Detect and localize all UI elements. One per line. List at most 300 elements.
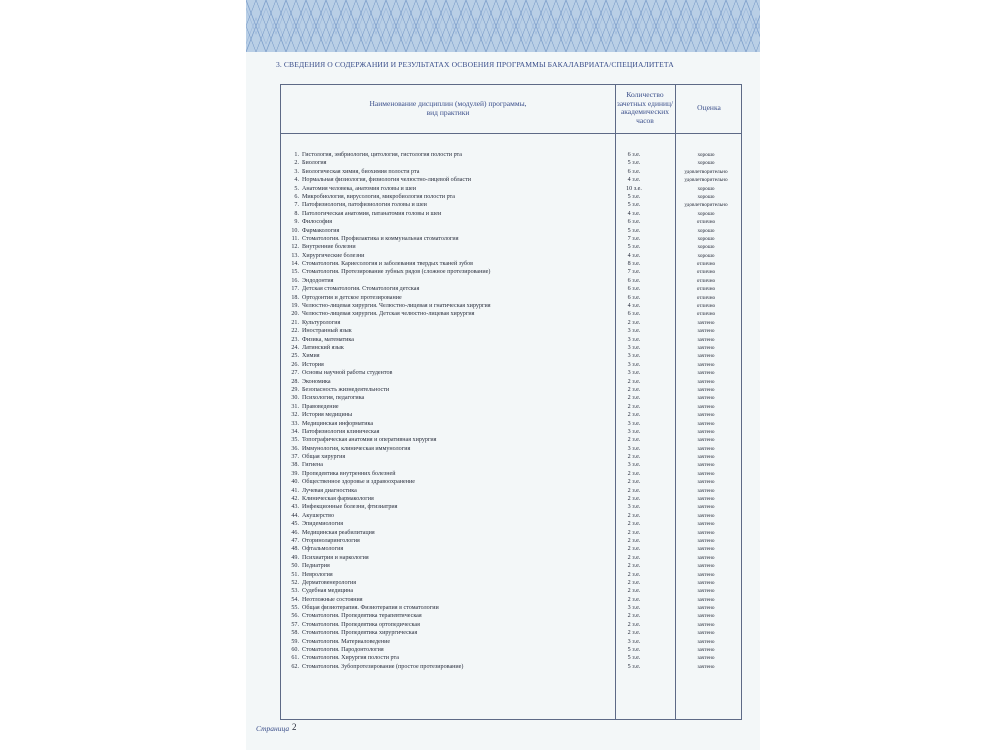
table-row bbox=[285, 495, 741, 503]
table-row bbox=[285, 218, 741, 226]
grade-value: зачтено bbox=[697, 630, 715, 637]
credit-units: 3 з.е. bbox=[627, 638, 641, 645]
row-number: 19. bbox=[291, 303, 299, 310]
grade-value: отлично bbox=[696, 303, 716, 310]
discipline-name: Судебная медицина bbox=[302, 588, 354, 595]
grade-value: зачтено bbox=[697, 655, 715, 662]
row-number: 47. bbox=[291, 537, 299, 544]
credit-units: 2 з.е. bbox=[627, 579, 641, 586]
discipline-name: Медицинская реабилитация bbox=[302, 529, 375, 536]
credit-units: 2 з.е. bbox=[627, 412, 641, 419]
header-grade-label: Оценка bbox=[697, 103, 721, 112]
grade-value: зачтено bbox=[697, 588, 715, 595]
credit-units: 5 з.е. bbox=[627, 244, 641, 251]
header-discipline-line: вид практики bbox=[426, 108, 470, 117]
discipline-name: История медицины bbox=[302, 412, 353, 419]
table-row bbox=[285, 428, 741, 436]
row-number: 3. bbox=[294, 168, 299, 175]
header-credits-line: Количество bbox=[626, 90, 664, 99]
credit-units: 5 з.е. bbox=[627, 160, 641, 167]
row-number: 40. bbox=[291, 479, 299, 486]
table-row bbox=[285, 361, 741, 369]
credit-units: 2 з.е. bbox=[627, 554, 641, 561]
grade-value: хорошо bbox=[697, 252, 715, 259]
credit-units: 3 з.е. bbox=[627, 344, 641, 351]
grade-value: зачтено bbox=[697, 647, 715, 654]
page-number: 2 bbox=[292, 722, 297, 732]
credit-units: 6 з.е. bbox=[627, 311, 641, 318]
discipline-name: Иностранный язык bbox=[302, 328, 352, 335]
table-row bbox=[285, 654, 741, 662]
credit-units: 2 з.е. bbox=[627, 454, 641, 461]
table-row bbox=[285, 470, 741, 478]
row-number: 53. bbox=[291, 588, 299, 595]
row-number: 45. bbox=[291, 521, 299, 528]
credit-units: 3 з.е. bbox=[627, 428, 641, 435]
table-row bbox=[285, 285, 741, 293]
row-number: 55. bbox=[291, 605, 299, 612]
discipline-name: Философия bbox=[302, 219, 333, 226]
row-number: 56. bbox=[291, 613, 299, 620]
credit-units: 3 з.е. bbox=[627, 336, 641, 343]
discipline-name: Физика, математика bbox=[302, 336, 354, 343]
table-row bbox=[285, 369, 741, 377]
discipline-name: Дерматовенерология bbox=[302, 579, 357, 586]
grade-value: удовлетворительно bbox=[684, 177, 728, 184]
row-number: 62. bbox=[291, 663, 299, 670]
grade-value: удовлетворительно bbox=[684, 168, 728, 175]
table-row bbox=[285, 310, 741, 318]
grade-value: зачтено bbox=[697, 361, 715, 368]
credit-units: 2 з.е. bbox=[627, 319, 641, 326]
grade-value: хорошо bbox=[697, 235, 715, 242]
row-number: 21. bbox=[291, 319, 299, 326]
discipline-name: Психиатрия и наркология bbox=[302, 554, 369, 561]
row-number: 9. bbox=[294, 219, 299, 226]
table-row bbox=[285, 151, 741, 159]
credit-units: 2 з.е. bbox=[627, 621, 641, 628]
grade-value: хорошо bbox=[697, 244, 715, 251]
results-table bbox=[280, 84, 742, 720]
credit-units: 5 з.е. bbox=[627, 202, 641, 209]
table-row bbox=[285, 327, 741, 335]
discipline-name: Экономика bbox=[302, 378, 331, 385]
credit-units: 4 з.е. bbox=[627, 210, 641, 217]
grade-value: зачтено bbox=[697, 621, 715, 628]
row-number: 46. bbox=[291, 529, 299, 536]
table-row bbox=[285, 243, 741, 251]
row-number: 20. bbox=[291, 311, 299, 318]
grade-value: зачтено bbox=[697, 605, 715, 612]
table-row bbox=[285, 201, 741, 209]
grade-value: зачтено bbox=[697, 521, 715, 528]
document-page bbox=[246, 0, 760, 750]
discipline-name: Внутренние болезни bbox=[302, 244, 356, 251]
row-number: 2. bbox=[294, 160, 299, 167]
discipline-name: Стоматология. Пропедевтика терапевтическая bbox=[302, 613, 422, 620]
table-row bbox=[285, 378, 741, 386]
grade-value: отлично bbox=[696, 311, 716, 318]
row-number: 12. bbox=[291, 244, 299, 251]
grade-value: зачтено bbox=[697, 344, 715, 351]
credit-units: 8 з.е. bbox=[627, 261, 641, 268]
table-row bbox=[285, 277, 741, 285]
discipline-name: Патологическая анатомия, патанатомия головы и шеи bbox=[302, 210, 442, 217]
grade-value: зачтено bbox=[697, 529, 715, 536]
table-row bbox=[285, 663, 741, 671]
row-number: 49. bbox=[291, 554, 299, 561]
table-row bbox=[285, 403, 741, 411]
credit-units: 2 з.е. bbox=[627, 487, 641, 494]
discipline-name: Топографическая анатомия и оперативная хирургия bbox=[302, 437, 437, 444]
row-number: 51. bbox=[291, 571, 299, 578]
table-row bbox=[285, 185, 741, 193]
credit-units: 2 з.е. bbox=[627, 529, 641, 536]
header-divider bbox=[281, 133, 741, 134]
table-row bbox=[285, 646, 741, 654]
credit-units: 6 з.е. bbox=[627, 277, 641, 284]
discipline-name: Инфекционные болезни, фтизиатрия bbox=[302, 504, 398, 511]
discipline-name: Культурология bbox=[302, 319, 341, 326]
row-number: 60. bbox=[291, 647, 299, 654]
row-number: 13. bbox=[291, 252, 299, 259]
discipline-name: Гистология, эмбриология, цитология, гистология полости рта bbox=[302, 152, 462, 158]
grade-value: зачтено bbox=[697, 454, 715, 461]
table-row bbox=[285, 512, 741, 520]
credit-units: 3 з.е. bbox=[627, 370, 641, 377]
grade-value: зачтено bbox=[697, 378, 715, 385]
row-number: 39. bbox=[291, 470, 299, 477]
credit-units: 2 з.е. bbox=[627, 571, 641, 578]
grade-value: зачтено bbox=[697, 479, 715, 486]
table-row bbox=[285, 420, 741, 428]
credit-units: 6 з.е. bbox=[627, 168, 641, 175]
grade-value: зачтено bbox=[697, 512, 715, 519]
discipline-name: Стоматология. Протезирование зубных рядов (сложное протезирование) bbox=[302, 269, 491, 276]
row-number: 15. bbox=[291, 269, 299, 276]
grade-value: зачтено bbox=[697, 579, 715, 586]
grade-value: хорошо bbox=[697, 152, 715, 158]
credit-units: 3 з.е. bbox=[627, 353, 641, 360]
discipline-name: Биологическая химия, биохимия полости рта bbox=[302, 168, 420, 175]
credit-units: 2 з.е. bbox=[627, 521, 641, 528]
grade-value: отлично bbox=[696, 269, 716, 276]
grade-value: зачтено bbox=[697, 571, 715, 578]
credit-units: 2 з.е. bbox=[627, 403, 641, 410]
row-number: 61. bbox=[291, 655, 299, 662]
credit-units: 2 з.е. bbox=[627, 563, 641, 570]
discipline-name: Лучевая диагностика bbox=[302, 487, 357, 494]
table-row bbox=[285, 579, 741, 587]
row-number: 4. bbox=[294, 177, 299, 184]
credit-units: 5 з.е. bbox=[627, 227, 641, 234]
table-body bbox=[285, 151, 741, 671]
discipline-name: Клиническая фармакология bbox=[302, 496, 374, 503]
grade-value: зачтено bbox=[697, 395, 715, 402]
table-row bbox=[285, 487, 741, 495]
row-number: 27. bbox=[291, 370, 299, 377]
discipline-name: Психология, педагогика bbox=[302, 395, 365, 402]
header-discipline-line: Наименование дисциплин (модулей) программы, bbox=[369, 99, 527, 108]
header-discipline bbox=[285, 99, 611, 117]
row-number: 42. bbox=[291, 496, 299, 503]
credit-units: 4 з.е. bbox=[627, 177, 641, 184]
grade-value: зачтено bbox=[697, 638, 715, 645]
credit-units: 3 з.е. bbox=[627, 328, 641, 335]
grade-value: отлично bbox=[696, 261, 716, 268]
credit-units: 3 з.е. bbox=[627, 605, 641, 612]
grade-value: удовлетворительно bbox=[684, 202, 728, 209]
table-row bbox=[285, 621, 741, 629]
table-row bbox=[285, 445, 741, 453]
table-row bbox=[285, 571, 741, 579]
table-row bbox=[285, 227, 741, 235]
table-row bbox=[285, 478, 741, 486]
grade-value: зачтено bbox=[697, 554, 715, 561]
discipline-name: Стоматология. Пропедевтика ортопедическая bbox=[302, 621, 420, 628]
discipline-name: Биология bbox=[302, 160, 327, 167]
row-number: 10. bbox=[291, 227, 299, 234]
credit-units: 3 з.е. bbox=[627, 420, 641, 427]
discipline-name: Безопасность жизнедеятельности bbox=[302, 386, 390, 393]
row-number: 59. bbox=[291, 638, 299, 645]
row-number: 28. bbox=[291, 378, 299, 385]
table-row bbox=[285, 302, 741, 310]
table-row bbox=[285, 319, 741, 327]
discipline-name: Патофизиология, патофизиология головы и шеи bbox=[302, 202, 427, 209]
grade-value: зачтено bbox=[697, 336, 715, 343]
grade-value: зачтено bbox=[697, 462, 715, 469]
discipline-name: Основы научной работы студентов bbox=[302, 370, 393, 377]
row-number: 14. bbox=[291, 261, 299, 268]
credit-units: 6 з.е. bbox=[627, 286, 641, 293]
discipline-name: Химия bbox=[302, 353, 320, 360]
grade-value: зачтено bbox=[697, 504, 715, 511]
table-row bbox=[285, 352, 741, 360]
grade-value: зачтено bbox=[697, 445, 715, 452]
grade-value: хорошо bbox=[697, 193, 715, 200]
discipline-name: Анатомия человека, анатомия головы и шеи bbox=[302, 185, 416, 192]
row-number: 5. bbox=[294, 185, 299, 192]
grade-value: отлично bbox=[696, 277, 716, 284]
guilloche-border-pattern bbox=[246, 0, 760, 52]
row-number: 29. bbox=[291, 386, 299, 393]
discipline-name: Общая физиотерапия. Физиотерапия в стоматологии bbox=[302, 605, 439, 612]
row-number: 16. bbox=[291, 277, 299, 284]
row-number: 23. bbox=[291, 336, 299, 343]
grade-value: зачтено bbox=[697, 663, 715, 670]
credit-units: 6 з.е. bbox=[627, 152, 641, 158]
credit-units: 4 з.е. bbox=[627, 303, 641, 310]
grade-value: зачтено bbox=[697, 487, 715, 494]
table-row bbox=[285, 252, 741, 260]
grade-value: хорошо bbox=[697, 210, 715, 217]
grade-value: зачтено bbox=[697, 420, 715, 427]
credit-units: 2 з.е. bbox=[627, 630, 641, 637]
discipline-name: Пропедевтика внутренних болезней bbox=[302, 470, 396, 477]
discipline-name: Акушерство bbox=[302, 512, 335, 519]
row-number: 37. bbox=[291, 454, 299, 461]
row-number: 33. bbox=[291, 420, 299, 427]
table-row bbox=[285, 596, 741, 604]
credit-units: 2 з.е. bbox=[627, 395, 641, 402]
grade-value: отлично bbox=[696, 294, 716, 301]
discipline-name: Стоматология. Хирургия полости рта bbox=[302, 655, 399, 662]
row-number: 36. bbox=[291, 445, 299, 452]
row-number: 52. bbox=[291, 579, 299, 586]
credit-units: 2 з.е. bbox=[627, 596, 641, 603]
header-credits bbox=[615, 91, 675, 125]
discipline-name: Эндодонтия bbox=[302, 277, 334, 284]
row-number: 32. bbox=[291, 412, 299, 419]
credit-units: 2 з.е. bbox=[627, 386, 641, 393]
header-credits-line: академических bbox=[620, 107, 670, 116]
discipline-name: Стоматология. Пропедевтика хирургическая bbox=[302, 630, 418, 637]
credit-units: 2 з.е. bbox=[627, 496, 641, 503]
row-number: 44. bbox=[291, 512, 299, 519]
credit-units: 3 з.е. bbox=[627, 462, 641, 469]
header-credits-line: зачетных единиц/ bbox=[616, 98, 674, 108]
row-number: 57. bbox=[291, 621, 299, 628]
credit-units: 2 з.е. bbox=[627, 470, 641, 477]
discipline-name: Ортодонтия и детское протезирование bbox=[302, 294, 402, 301]
table-row bbox=[285, 386, 741, 394]
discipline-name: Офтальмология bbox=[302, 546, 344, 553]
table-row bbox=[285, 268, 741, 276]
discipline-name: Стоматология. Зубопротезирование (простое протезирование) bbox=[302, 663, 464, 670]
discipline-name: Стоматология. Пародонтология bbox=[302, 647, 384, 654]
discipline-name: Общая хирургия bbox=[302, 454, 346, 461]
row-number: 41. bbox=[291, 487, 299, 494]
row-number: 35. bbox=[291, 437, 299, 444]
discipline-name: Эпидемиология bbox=[302, 521, 344, 528]
row-number: 7. bbox=[294, 202, 299, 209]
credit-units: 5 з.е. bbox=[627, 647, 641, 654]
grade-value: зачтено bbox=[697, 437, 715, 444]
table-row bbox=[285, 604, 741, 612]
credit-units: 2 з.е. bbox=[627, 437, 641, 444]
grade-value: зачтено bbox=[697, 328, 715, 335]
table-row bbox=[285, 193, 741, 201]
row-number: 50. bbox=[291, 563, 299, 570]
credit-units: 2 з.е. bbox=[627, 537, 641, 544]
discipline-name: Латинский язык bbox=[302, 344, 344, 351]
row-number: 6. bbox=[294, 193, 299, 200]
table-row bbox=[285, 453, 741, 461]
discipline-name: Стоматология. Кариесология и заболевания твердых тканей зубов bbox=[302, 261, 474, 268]
credit-units: 2 з.е. bbox=[627, 613, 641, 620]
discipline-name: Микробиология, вирусология, микробиология полости рта bbox=[302, 193, 455, 200]
credit-units: 5 з.е. bbox=[627, 663, 641, 670]
section-title: 3. СВЕДЕНИЯ О СОДЕРЖАНИИ И РЕЗУЛЬТАТАХ ОСВОЕНИЯ ПРОГРАММЫ БАКАЛАВРИАТА/СПЕЦИАЛИТЕТА bbox=[276, 60, 674, 69]
credit-units: 6 з.е. bbox=[627, 219, 641, 226]
credit-units: 6 з.е. bbox=[627, 294, 641, 301]
grade-value: зачтено bbox=[697, 386, 715, 393]
grade-value: зачтено bbox=[697, 428, 715, 435]
grade-value: хорошо bbox=[697, 227, 715, 234]
discipline-name: Педиатрия bbox=[302, 563, 330, 570]
grade-value: зачтено bbox=[697, 403, 715, 410]
credit-units: 3 з.е. bbox=[627, 504, 641, 511]
credit-units: 3 з.е. bbox=[627, 445, 641, 452]
row-number: 17. bbox=[291, 286, 299, 293]
table-row bbox=[285, 336, 741, 344]
row-number: 30. bbox=[291, 395, 299, 402]
discipline-name: Фармакология bbox=[302, 227, 340, 234]
header-grade bbox=[676, 103, 742, 112]
table-row bbox=[285, 638, 741, 646]
row-number: 31. bbox=[291, 403, 299, 410]
discipline-name: Правоведение bbox=[302, 403, 339, 410]
credit-units: 7 з.е. bbox=[627, 269, 641, 276]
table-row bbox=[285, 587, 741, 595]
table-row bbox=[285, 436, 741, 444]
table-row bbox=[285, 545, 741, 553]
credit-units: 10 з.е. bbox=[626, 185, 642, 192]
table-row bbox=[285, 629, 741, 637]
row-number: 18. bbox=[291, 294, 299, 301]
row-number: 22. bbox=[291, 328, 299, 335]
credit-units: 7 з.е. bbox=[627, 235, 641, 242]
table-row bbox=[285, 503, 741, 511]
table-row bbox=[285, 294, 741, 302]
grade-value: отлично bbox=[696, 286, 716, 293]
row-number: 1. bbox=[294, 152, 299, 158]
grade-value: хорошо bbox=[697, 185, 715, 192]
row-number: 38. bbox=[291, 462, 299, 469]
row-number: 11. bbox=[291, 235, 299, 242]
grade-value: зачтено bbox=[697, 596, 715, 603]
table-row bbox=[285, 520, 741, 528]
credit-units: 2 з.е. bbox=[627, 479, 641, 486]
grade-value: зачтено bbox=[697, 353, 715, 360]
discipline-name: Нормальная физиология, физиология челюстно-лицевой области bbox=[302, 177, 472, 184]
row-number: 26. bbox=[291, 361, 299, 368]
grade-value: зачтено bbox=[697, 537, 715, 544]
discipline-name: Медицинская информатика bbox=[302, 420, 374, 427]
credit-units: 5 з.е. bbox=[627, 193, 641, 200]
discipline-name: Челюстно-лицевая хирургия. Челюстно-лицевая и гнатическая хирургия bbox=[302, 303, 491, 310]
credit-units: 2 з.е. bbox=[627, 378, 641, 385]
table-row bbox=[285, 461, 741, 469]
table-row bbox=[285, 176, 741, 184]
table-row bbox=[285, 159, 741, 167]
row-number: 34. bbox=[291, 428, 299, 435]
grade-value: зачтено bbox=[697, 563, 715, 570]
discipline-name: Хирургические болезни bbox=[302, 252, 365, 259]
table-row bbox=[285, 235, 741, 243]
grade-value: хорошо bbox=[697, 160, 715, 167]
discipline-name: Иммунология, клиническая иммунология bbox=[302, 445, 411, 452]
grade-value: зачтено bbox=[697, 613, 715, 620]
page-label: Страница bbox=[256, 724, 290, 733]
grade-value: зачтено bbox=[697, 496, 715, 503]
credit-units: 3 з.е. bbox=[627, 361, 641, 368]
credit-units: 2 з.е. bbox=[627, 588, 641, 595]
row-number: 24. bbox=[291, 344, 299, 351]
grade-value: зачтено bbox=[697, 370, 715, 377]
row-number: 8. bbox=[294, 210, 299, 217]
table-row bbox=[285, 562, 741, 570]
row-number: 54. bbox=[291, 596, 299, 603]
row-number: 25. bbox=[291, 353, 299, 360]
grade-value: отлично bbox=[696, 219, 716, 226]
discipline-name: Патофизиология клиническая bbox=[302, 428, 380, 435]
row-number: 58. bbox=[291, 630, 299, 637]
discipline-name: Неотложные состояния bbox=[302, 596, 363, 603]
discipline-name: Гигиена bbox=[302, 462, 323, 469]
discipline-name: Неврология bbox=[302, 571, 333, 578]
